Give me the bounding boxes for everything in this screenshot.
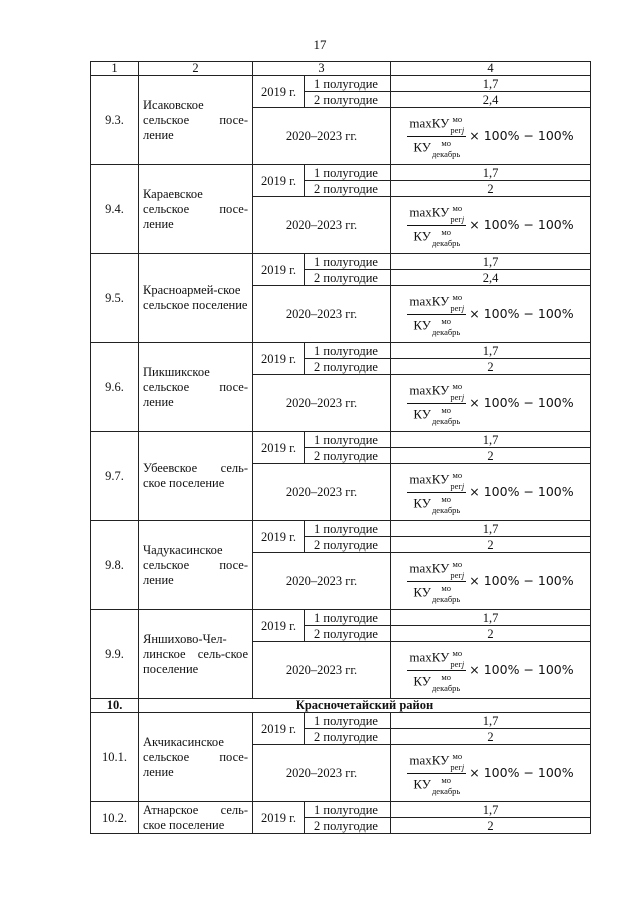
formula-sup: мо: [441, 493, 451, 504]
formula-sub: рег: [450, 302, 462, 313]
formula-index: j: [461, 480, 465, 491]
row-number: 10.1.: [91, 713, 139, 802]
years-range: 2020–2023 гг.: [253, 553, 391, 610]
formula-tail: × 100% − 100%: [469, 662, 574, 677]
period-label: 2 полугодие: [305, 537, 391, 553]
formula-scripts: [450, 382, 464, 401]
formula-denominator: [411, 493, 462, 514]
formula-scripts: [432, 228, 460, 247]
formula-numerator: [407, 560, 466, 582]
year-cell: 2019 г.: [253, 165, 305, 197]
formula-max: max: [409, 648, 432, 664]
period-value: 1,7: [391, 343, 591, 359]
formula-sup: мо: [452, 380, 463, 391]
formula-fraction: [407, 293, 466, 336]
formula-index: j: [461, 302, 465, 313]
formula-fraction: [407, 382, 466, 425]
year-cell: 2019 г.: [253, 713, 305, 745]
period-label: 1 полугодие: [305, 521, 391, 537]
formula: [407, 293, 573, 336]
formula-sup: мо: [452, 469, 463, 480]
period-value: 1,7: [391, 610, 591, 626]
years-range: 2020–2023 гг.: [253, 642, 391, 699]
period-label: 1 полугодие: [305, 343, 391, 359]
formula-scripts: [432, 317, 460, 336]
settlement-name: Убеевское сель-ское поселение: [139, 432, 253, 521]
formula-ku: КУ: [431, 559, 450, 575]
years-range: 2020–2023 гг.: [253, 108, 391, 165]
formula-sub: рег: [450, 480, 462, 491]
formula-numerator: [407, 115, 466, 137]
formula-scripts: [432, 495, 460, 514]
formula-scripts: [450, 752, 464, 771]
table-row: [91, 254, 591, 270]
period-label: 1 полугодие: [305, 802, 391, 818]
year-cell: 2019 г.: [253, 802, 305, 834]
period-value: 2,4: [391, 92, 591, 108]
period-label: 1 полугодие: [305, 713, 391, 729]
formula-fraction: [407, 649, 466, 692]
formula-max: max: [409, 470, 432, 486]
settlement-name: Чадукасинское сельское посе-ление: [139, 521, 253, 610]
settlement-name: Красноармей-ское сельское поселение: [139, 254, 253, 343]
formula-scripts: [450, 293, 464, 312]
year-cell: 2019 г.: [253, 343, 305, 375]
formula-sub: рег: [450, 569, 462, 580]
formula-sup: мо: [452, 291, 463, 302]
formula-numerator: [407, 293, 466, 315]
period-label: 1 полугодие: [305, 165, 391, 181]
formula: [407, 471, 573, 514]
formula-denominator: [411, 582, 462, 603]
formula-cell: [391, 642, 591, 699]
formula-ku: КУ: [431, 292, 450, 308]
formula-scripts: [450, 204, 464, 223]
table-row: [91, 802, 591, 818]
formula-numerator: [407, 471, 466, 493]
formula-sup: мо: [441, 226, 451, 237]
period-label: 2 полугодие: [305, 818, 391, 834]
formula: [407, 204, 573, 247]
formula-numerator: [407, 382, 466, 404]
formula-denominator: [411, 315, 462, 336]
formula-index: j: [461, 658, 465, 669]
period-value: 2: [391, 537, 591, 553]
formula-sub: декабрь: [431, 785, 461, 796]
formula-ku: КУ: [431, 648, 450, 664]
year-cell: 2019 г.: [253, 521, 305, 553]
formula-index: j: [461, 391, 465, 402]
period-label: 1 полугодие: [305, 254, 391, 270]
period-label: 2 полугодие: [305, 270, 391, 286]
formula-sub: декабрь: [431, 148, 461, 159]
formula-scripts: [432, 584, 460, 603]
formula-ku: КУ: [431, 114, 450, 130]
column-header-2: 2: [139, 62, 253, 76]
formula-sup: мо: [452, 113, 463, 124]
row-number: 9.8.: [91, 521, 139, 610]
table-row: [91, 432, 591, 448]
formula-fraction: [407, 115, 466, 158]
formula-scripts: [450, 649, 464, 668]
formula-sup: мо: [452, 647, 463, 658]
formula-sub: рег: [450, 761, 462, 772]
formula-max: max: [409, 114, 432, 130]
formula-cell: [391, 197, 591, 254]
years-range: 2020–2023 гг.: [253, 464, 391, 521]
district-number: 10.: [91, 699, 139, 713]
row-number: 9.5.: [91, 254, 139, 343]
formula: [407, 752, 573, 795]
formula-tail: × 100% − 100%: [469, 765, 574, 780]
district-row: [91, 699, 591, 713]
row-number: 10.2.: [91, 802, 139, 834]
table-row: [91, 343, 591, 359]
table-row: [91, 165, 591, 181]
formula-sup: мо: [441, 315, 451, 326]
formula-ku: КУ: [413, 775, 431, 791]
formula-sub: рег: [450, 391, 462, 402]
period-value: 2: [391, 729, 591, 745]
formula: [407, 649, 573, 692]
period-label: 1 полугодие: [305, 610, 391, 626]
formula-sup: мо: [452, 558, 463, 569]
years-range: 2020–2023 гг.: [253, 197, 391, 254]
formula-cell: [391, 553, 591, 610]
formula-sup: мо: [441, 404, 451, 415]
period-label: 2 полугодие: [305, 729, 391, 745]
period-label: 2 полугодие: [305, 448, 391, 464]
formula-sub: рег: [450, 124, 462, 135]
year-cell: 2019 г.: [253, 254, 305, 286]
formula-sub: декабрь: [431, 682, 461, 693]
formula-tail: × 100% − 100%: [469, 128, 574, 143]
formula-sub: рег: [450, 658, 462, 669]
formula-sup: мо: [441, 774, 451, 785]
formula-tail: × 100% − 100%: [469, 484, 574, 499]
formula-scripts: [450, 471, 464, 490]
row-number: 9.6.: [91, 343, 139, 432]
period-value: 2,4: [391, 270, 591, 286]
formula-scripts: [432, 139, 460, 158]
period-value: 1,7: [391, 432, 591, 448]
formula-ku: КУ: [413, 316, 431, 332]
formula-sub: декабрь: [431, 593, 461, 604]
formula-sup: мо: [452, 202, 463, 213]
period-value: 2: [391, 181, 591, 197]
year-cell: 2019 г.: [253, 76, 305, 108]
district-name: Красночетайский район: [139, 699, 591, 713]
row-number: 9.7.: [91, 432, 139, 521]
settlement-name: Атнарское сель-ское поселение: [139, 802, 253, 834]
table-row: [91, 76, 591, 92]
formula-sub: декабрь: [431, 326, 461, 337]
formula: [407, 560, 573, 603]
formula-ku: КУ: [431, 470, 450, 486]
period-value: 1,7: [391, 254, 591, 270]
formula-tail: × 100% − 100%: [469, 306, 574, 321]
formula-max: max: [409, 381, 432, 397]
formula-ku: КУ: [431, 751, 450, 767]
formula-sub: декабрь: [431, 237, 461, 248]
column-header-3: 3: [253, 62, 391, 76]
period-label: 2 полугодие: [305, 181, 391, 197]
period-value: 2: [391, 818, 591, 834]
period-label: 1 полугодие: [305, 76, 391, 92]
period-value: 1,7: [391, 802, 591, 818]
formula-index: j: [461, 213, 465, 224]
formula-index: j: [461, 569, 465, 580]
formula-numerator: [407, 204, 466, 226]
period-value: 1,7: [391, 165, 591, 181]
formula-numerator: [407, 752, 466, 774]
period-label: 2 полугодие: [305, 626, 391, 642]
period-value: 1,7: [391, 76, 591, 92]
formula-denominator: [411, 137, 462, 158]
settlement-name: Караевское сельское посе-ление: [139, 165, 253, 254]
settlement-name: Яншихово-Чел-линское сель-ское поселение: [139, 610, 253, 699]
formula-denominator: [411, 404, 462, 425]
formula-max: max: [409, 751, 432, 767]
settlement-name: Исаковское сельское посе-ление: [139, 76, 253, 165]
formula-ku: КУ: [413, 583, 431, 599]
formula-numerator: [407, 649, 466, 671]
period-value: 1,7: [391, 521, 591, 537]
formula-ku: КУ: [413, 494, 431, 510]
formula-scripts: [432, 776, 460, 795]
formula-ku: КУ: [413, 672, 431, 688]
formula-cell: [391, 745, 591, 802]
formula-scripts: [432, 406, 460, 425]
formula-fraction: [407, 752, 466, 795]
period-value: 2: [391, 626, 591, 642]
formula-index: j: [461, 124, 465, 135]
formula-scripts: [450, 560, 464, 579]
years-range: 2020–2023 гг.: [253, 286, 391, 343]
formula: [407, 115, 573, 158]
years-range: 2020–2023 гг.: [253, 745, 391, 802]
period-value: 1,7: [391, 713, 591, 729]
year-cell: 2019 г.: [253, 432, 305, 464]
year-cell: 2019 г.: [253, 610, 305, 642]
period-label: 1 полугодие: [305, 432, 391, 448]
formula-ku: КУ: [413, 138, 431, 154]
row-number: 9.4.: [91, 165, 139, 254]
formula-max: max: [409, 559, 432, 575]
formula-ku: КУ: [431, 203, 450, 219]
period-value: 2: [391, 448, 591, 464]
formula-index: j: [461, 761, 465, 772]
formula-fraction: [407, 471, 466, 514]
period-label: 2 полугодие: [305, 359, 391, 375]
formula-denominator: [411, 671, 462, 692]
formula-fraction: [407, 204, 466, 247]
formula-denominator: [411, 226, 462, 247]
formula-ku: КУ: [431, 381, 450, 397]
row-number: 9.9.: [91, 610, 139, 699]
table-row: [91, 610, 591, 626]
formula-ku: КУ: [413, 405, 431, 421]
column-header-1: 1: [91, 62, 139, 76]
settlement-name: Пикшикское сельское посе-ление: [139, 343, 253, 432]
period-label: 2 полугодие: [305, 92, 391, 108]
formula-sub: декабрь: [431, 415, 461, 426]
formula-tail: × 100% − 100%: [469, 217, 574, 232]
formula: [407, 382, 573, 425]
formula-cell: [391, 375, 591, 432]
table-row: [91, 521, 591, 537]
formula-ku: КУ: [413, 227, 431, 243]
table-header-row: [91, 62, 591, 76]
formula-sub: декабрь: [431, 504, 461, 515]
formula-sup: мо: [441, 671, 451, 682]
formula-fraction: [407, 560, 466, 603]
formula-denominator: [411, 774, 462, 795]
tariff-table: [90, 61, 591, 834]
formula-tail: × 100% − 100%: [469, 395, 574, 410]
row-number: 9.3.: [91, 76, 139, 165]
formula-sup: мо: [441, 582, 451, 593]
formula-scripts: [450, 115, 464, 134]
formula-cell: [391, 286, 591, 343]
formula-sub: рег: [450, 213, 462, 224]
formula-sup: мо: [452, 750, 463, 761]
page-number: 17: [313, 37, 327, 52]
formula-max: max: [409, 203, 432, 219]
formula-cell: [391, 464, 591, 521]
formula-tail: × 100% − 100%: [469, 573, 574, 588]
formula-scripts: [432, 673, 460, 692]
period-value: 2: [391, 359, 591, 375]
table-row: [91, 713, 591, 729]
formula-sup: мо: [441, 137, 451, 148]
column-header-4: 4: [391, 62, 591, 76]
formula-cell: [391, 108, 591, 165]
years-range: 2020–2023 гг.: [253, 375, 391, 432]
settlement-name: Акчикасинское сельское посе-ление: [139, 713, 253, 802]
formula-max: max: [409, 292, 432, 308]
